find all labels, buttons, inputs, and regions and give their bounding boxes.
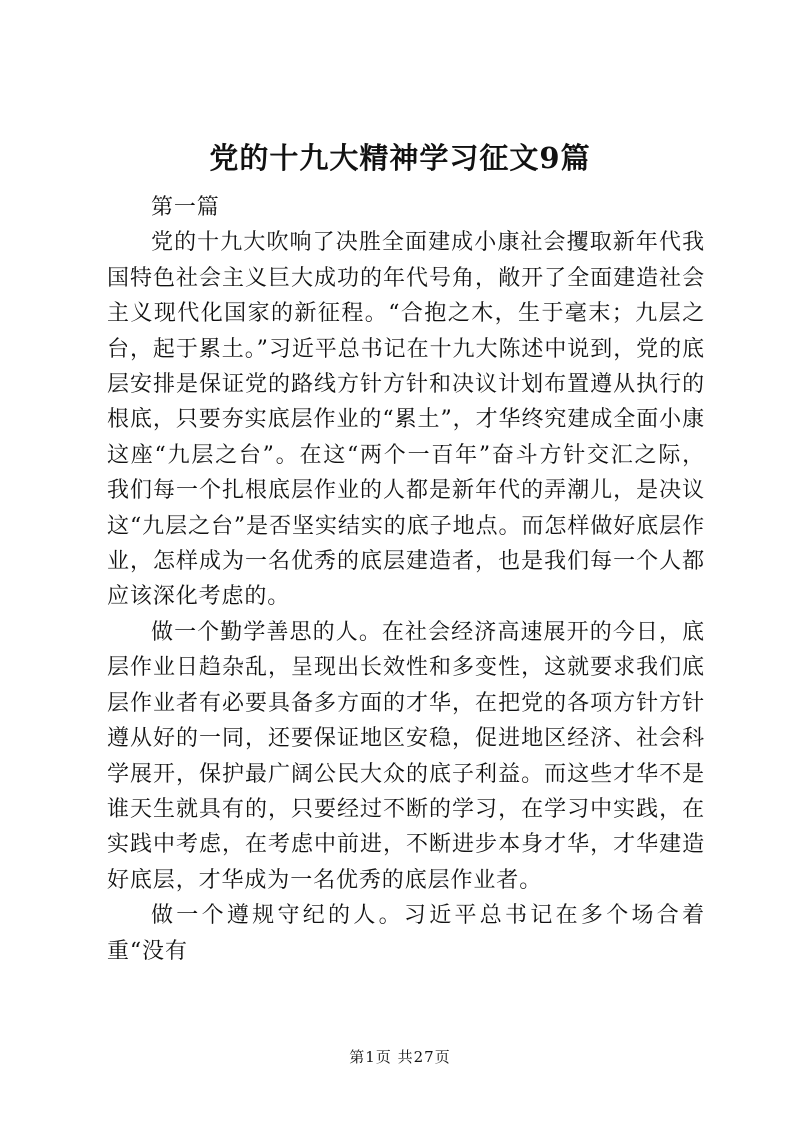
- document-title: 党的十九大精神学习征文9篇: [209, 141, 591, 175]
- document-body: [107, 190, 705, 969]
- section-heading: 第一篇: [151, 195, 220, 220]
- page-footer: 第1页 共27页: [349, 1048, 451, 1066]
- paragraph: 做一个遵规守纪的人。习近平总书记在多个场合着重“没有: [107, 903, 705, 964]
- paragraph: 党的十九大吹响了决胜全面建成小康社会攫取新年代我国特色社会主义巨大成功的年代号角，敞开了全面建造社会主义现代化国家的新征程。“合抱之木，生于毫末；九层之台，起于累土。”习近平总书记在十九大陈述中说到，党的底层安排是保证党的路线方针方针和决议计划布置遵从执行的根底，只要夯实底层作业的“累土”，才华终究建成全面小康这座“九层之台”。在这“两个一百年”奋斗方针交汇之际，我们每一个扎根底层作业的人都是新年代的弄潮儿，是决议这“九层之台”是否坚实结实的底子地点。而怎样做好底层作业，怎样成为一名优秀的底层建造者，也是我们每一个人都应该深化考虑的。: [107, 230, 705, 610]
- paragraph: 做一个勤学善思的人。在社会经济高速展开的今日，底层作业日趋杂乱，呈现出长效性和多变性，这就要求我们底层作业者有必要具备多方面的才华，在把党的各项方针方针遵从好的一同，还要保证地区安稳，促进地区经济、社会科学展开，保护最广阔公民大众的底子利益。而这些才华不是谁天生就具有的，只要经过不断的学习，在学习中实践，在实践中考虑，在考虑中前进，不断进步本身才华，才华建造好底层，才华成为一名优秀的底层作业者。: [107, 619, 705, 893]
